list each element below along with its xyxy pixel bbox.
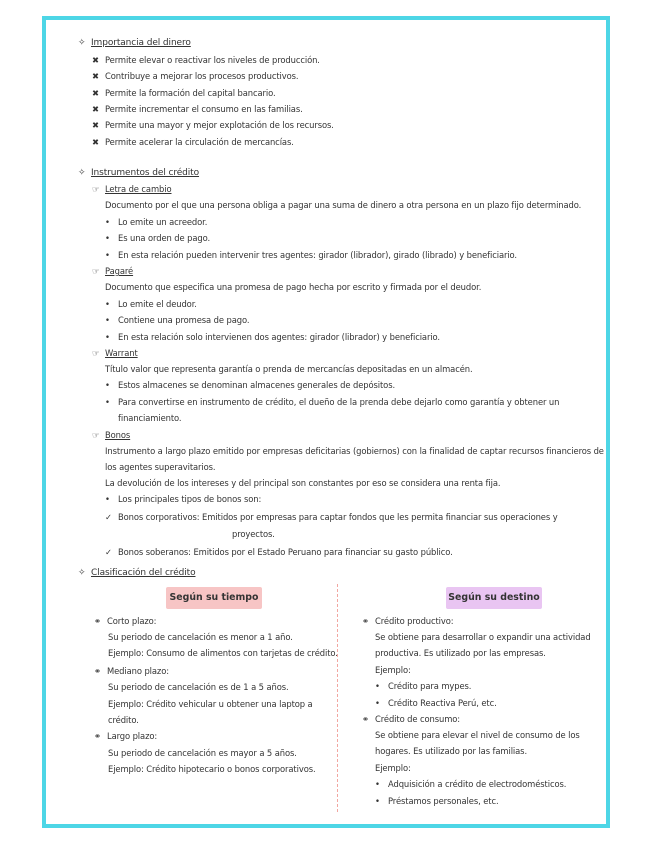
- cross-bullet-icon: ✖: [92, 55, 99, 65]
- list-item: ✖ Permite acelerar la circulación de mercancías.: [92, 137, 294, 147]
- paragraph: crédito.: [108, 715, 139, 725]
- diamond-star-icon: ✧: [78, 168, 86, 178]
- paragraph: Ejemplo:: [375, 665, 411, 675]
- cross-bullet-icon: ✖: [92, 88, 99, 98]
- pointing-hand-icon: ☞: [92, 266, 100, 276]
- list-item: • Es una orden de pago.: [105, 233, 211, 243]
- pointing-hand-icon: ☞: [92, 184, 100, 194]
- paragraph: Ejemplo: Crédito hipotecario o bonos corporativos.: [108, 764, 316, 774]
- link-icon: ⚭: [94, 731, 101, 741]
- bullet-icon: •: [105, 233, 110, 243]
- link-icon: ⚭: [94, 666, 101, 676]
- list-item: • Estos almacenes se denominan almacenes generales de depósitos.: [105, 380, 396, 390]
- column-divider: [337, 584, 338, 812]
- bullet-icon: •: [105, 494, 110, 504]
- bullet-icon: •: [105, 315, 110, 325]
- subheading-letra: ☞ Letra de cambio: [92, 184, 172, 194]
- check-item: ✓ Bonos soberanos: Emitidos por el Estado Peruano para financiar su gasto público.: [105, 547, 453, 557]
- paragraph: productiva. Es utilizado por las empresas.: [375, 648, 546, 658]
- check-icon: ✓: [105, 547, 112, 557]
- bullet-icon: •: [375, 796, 380, 806]
- list-item: • Crédito para mypes.: [375, 681, 472, 691]
- section-heading-instrumentos: ✧ Instrumentos del crédito: [78, 168, 200, 178]
- paragraph: Documento por el que una persona obliga a pagar una suma de dinero a otra persona en un plazo fijo determinado.: [105, 200, 582, 210]
- list-item: • En esta relación pueden intervenir tres agentes: girador (librador), girado (librado) y beneficiario.: [105, 250, 517, 260]
- subheading-warrant: ☞ Warrant: [92, 348, 138, 358]
- header-segun-destino: Según su destino: [446, 587, 542, 609]
- subheading-credito-productivo: ⚭ Crédito productivo:: [362, 616, 454, 626]
- subheading-bonos: ☞ Bonos: [92, 430, 131, 440]
- paragraph: Su periodo de cancelación es de 1 a 5 años.: [108, 682, 289, 692]
- list-item: ✖ Contribuye a mejorar los procesos productivos.: [92, 71, 299, 81]
- bullet-icon: •: [105, 250, 110, 260]
- check-item: ✓ Bonos corporativos: Emitidos por empresas para captar fondos que les permita financiar sus operaciones y: [105, 512, 558, 522]
- bullet-icon: •: [105, 299, 110, 309]
- cross-bullet-icon: ✖: [92, 137, 99, 147]
- list-item: ✖ Permite la formación del capital bancario.: [92, 88, 276, 98]
- link-icon: ⚭: [94, 616, 101, 626]
- bullet-icon: •: [375, 698, 380, 708]
- paragraph: Su periodo de cancelación es mayor a 5 años.: [108, 748, 297, 758]
- list-item: • Contiene una promesa de pago.: [105, 315, 250, 325]
- list-item: ✖ Permite elevar o reactivar los niveles de producción.: [92, 55, 320, 65]
- section-heading-clasificacion: ✧ Clasificación del crédito: [78, 568, 196, 578]
- paragraph: Ejemplo: Consumo de alimentos con tarjetas de crédito.: [108, 648, 338, 658]
- bullet-icon: •: [105, 397, 110, 407]
- list-item: • Lo emite el deudor.: [105, 299, 197, 309]
- list-item: • En esta relación solo intervienen dos agentes: girador (librador) y beneficiario.: [105, 332, 440, 342]
- paragraph: Se obtiene para desarrollar o expandir una actividad: [375, 632, 591, 642]
- link-icon: ⚭: [362, 616, 369, 626]
- subheading-pagare: ☞ Pagaré: [92, 266, 134, 276]
- pointing-hand-icon: ☞: [92, 430, 100, 440]
- pointing-hand-icon: ☞: [92, 348, 100, 358]
- list-item: • Préstamos personales, etc.: [375, 796, 499, 806]
- list-item: • Adquisición a crédito de electrodomésticos.: [375, 779, 567, 789]
- list-item: ✖ Permite incrementar el consumo en las familias.: [92, 104, 303, 114]
- subheading-mediano-plazo: ⚭ Mediano plazo:: [94, 666, 169, 676]
- paragraph: hogares. Es utilizado por las familias.: [375, 746, 528, 756]
- cross-bullet-icon: ✖: [92, 71, 99, 81]
- paragraph: Ejemplo:: [375, 763, 411, 773]
- bullet-icon: •: [375, 681, 380, 691]
- subheading-credito-consumo: ⚭ Crédito de consumo:: [362, 714, 461, 724]
- cross-bullet-icon: ✖: [92, 120, 99, 130]
- diamond-star-icon: ✧: [78, 568, 86, 578]
- cross-bullet-icon: ✖: [92, 104, 99, 114]
- list-item: • Para convertirse en instrumento de crédito, el dueño de la prenda debe dejarlo como garantía y obtener un: [105, 397, 560, 407]
- link-icon: ⚭: [362, 714, 369, 724]
- list-item-continuation: financiamiento.: [118, 413, 182, 423]
- subheading-corto-plazo: ⚭ Corto plazo:: [94, 616, 157, 626]
- diamond-star-icon: ✧: [78, 38, 86, 48]
- paragraph: Su periodo de cancelación es menor a 1 año.: [108, 632, 293, 642]
- section-heading-importancia: ✧ Importancia del dinero: [78, 38, 191, 48]
- paragraph: Se obtiene para elevar el nivel de consumo de los: [375, 730, 580, 740]
- paragraph: La devolución de los intereses y del principal son constantes por eso se considera una renta fija.: [105, 478, 501, 488]
- subheading-largo-plazo: ⚭ Largo plazo:: [94, 731, 158, 741]
- bullet-icon: •: [105, 332, 110, 342]
- paragraph: Documento que especifica una promesa de pago hecha por escrito y firmada por el deudor.: [105, 282, 482, 292]
- paragraph: Instrumento a largo plazo emitido por empresas deficitarias (gobiernos) con la finalidad de captar recursos financieros de: [105, 446, 604, 456]
- paragraph: Ejemplo: Crédito vehicular u obtener una laptop a: [108, 699, 313, 709]
- header-segun-tiempo: Según su tiempo: [166, 587, 262, 609]
- paragraph: los agentes superavitarios.: [105, 462, 216, 472]
- list-item: ✖ Permite una mayor y mejor explotación de los recursos.: [92, 120, 334, 130]
- list-item: • Crédito Reactiva Perú, etc.: [375, 698, 497, 708]
- check-item-continuation: proyectos.: [232, 529, 275, 539]
- bullet-icon: •: [105, 380, 110, 390]
- list-item: • Los principales tipos de bonos son:: [105, 494, 262, 504]
- paragraph: Título valor que representa garantía o prenda de mercancías depositadas en un almacén.: [105, 364, 473, 374]
- bullet-icon: •: [105, 217, 110, 227]
- check-icon: ✓: [105, 512, 112, 522]
- list-item: • Lo emite un acreedor.: [105, 217, 208, 227]
- bullet-icon: •: [375, 779, 380, 789]
